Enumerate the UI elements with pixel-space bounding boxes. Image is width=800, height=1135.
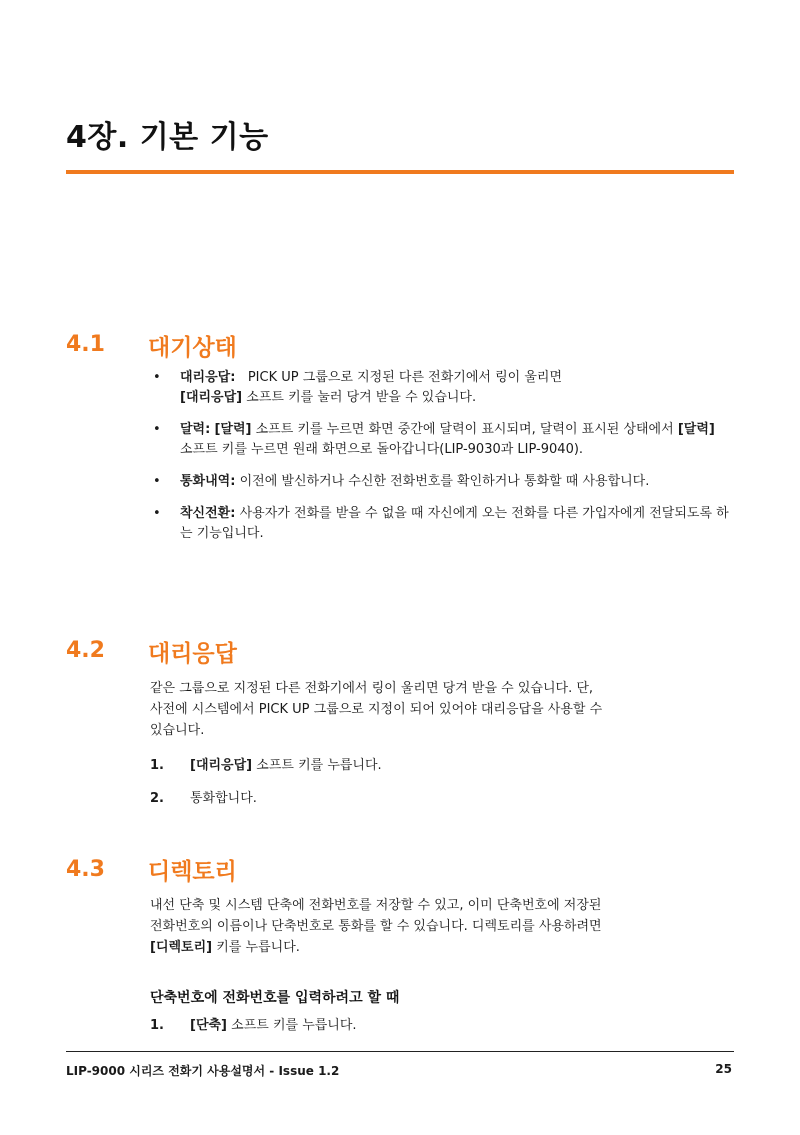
bullet-text: 소프트 키를 누르면 화면 중간에 달력이 표시되며, 달력이 표시된 상태에서 xyxy=(255,422,674,437)
bullet-icon: • xyxy=(153,370,161,385)
paragraph-line xyxy=(150,937,735,958)
list-item xyxy=(150,472,730,492)
page-number: 25 xyxy=(715,1062,732,1076)
step-item xyxy=(150,756,730,776)
standby-feature-list xyxy=(150,368,730,556)
soft-key-label: [단축] xyxy=(190,1018,227,1033)
subheading: 단축번호에 전화번호를 입력하려고 할 때 xyxy=(150,990,400,1006)
section-4-1-title: 대기상태 xyxy=(148,335,237,361)
paragraph-line: 같은 그룹으로 지정된 다른 전화기에서 링이 울리면 당겨 받을 수 있습니다. 단, xyxy=(150,681,594,696)
chapter-title: 4장. 기본 기능 xyxy=(66,120,269,155)
bullet-icon: • xyxy=(153,422,161,437)
step-text: 소프트 키를 누릅니다. xyxy=(256,758,382,773)
bullet-term: 대리응답: xyxy=(180,370,236,385)
bullet-term: 착신전환: xyxy=(180,506,236,521)
step-number: 1. xyxy=(150,1018,164,1033)
soft-key-label: [달력] xyxy=(214,422,252,437)
footer-text: LIP-9000 시리즈 전화기 사용설명서 - Issue 1.2 xyxy=(66,1064,340,1078)
section-4-3-number: 4.3 xyxy=(66,857,105,882)
step-number: 1. xyxy=(150,758,164,773)
bullet-text: 소프트 키를 누르면 원래 화면으로 돌아갑니다(LIP-9030과 LIP-9040). xyxy=(180,442,584,457)
bullet-text: 이전에 발신하거나 수신한 전화번호를 확인하거나 통화할 때 사용합니다. xyxy=(239,474,650,489)
step-number: 2. xyxy=(150,791,164,806)
chapter-divider xyxy=(66,170,734,174)
section-4-1-number: 4.1 xyxy=(66,332,105,357)
list-item xyxy=(150,504,730,544)
section-4-3-paragraph xyxy=(150,895,735,958)
bullet-text: PICK UP 그룹으로 지정된 다른 전화기에서 링이 울리면 xyxy=(247,370,563,385)
paragraph-line: 내선 단축 및 시스템 단축에 전화번호를 저장할 수 있고, 이미 단축번호에 저장된 xyxy=(150,898,602,913)
section-4-3-title: 디렉토리 xyxy=(148,859,237,885)
soft-key-label: [대리응답] xyxy=(180,390,243,405)
step-text: 통화합니다. xyxy=(190,791,257,806)
bullet-icon: • xyxy=(153,474,161,489)
paragraph-line: 있습니다. xyxy=(150,723,205,738)
soft-key-label: [대리응답] xyxy=(190,758,253,773)
bullet-icon: • xyxy=(153,506,161,521)
section-4-2-title: 대리응답 xyxy=(148,641,237,667)
footer-divider xyxy=(66,1051,734,1052)
bullet-term: 달력: xyxy=(180,422,211,437)
bullet-term: 통화내역: xyxy=(180,474,236,489)
soft-key-label: [디렉토리] xyxy=(150,940,213,955)
step-item xyxy=(150,789,730,809)
soft-key-label: [달력] xyxy=(677,422,715,437)
section-4-2-number: 4.2 xyxy=(66,638,105,663)
bullet-text: 사용자가 전화를 받을 수 없을 때 자신에게 오는 전화를 다른 가입자에게 전달되도록 하는 기능입니다. xyxy=(180,506,729,541)
footer-document-title xyxy=(66,1062,339,1079)
list-item xyxy=(150,420,730,460)
paragraph-text: 키를 누릅니다. xyxy=(216,940,300,955)
step-item xyxy=(150,1016,730,1036)
paragraph-line: 사전에 시스템에서 PICK UP 그룹으로 지정이 되어 있어야 대리응답을 사용할 수 xyxy=(150,702,603,717)
list-item xyxy=(150,368,730,408)
section-4-2-paragraph xyxy=(150,678,735,741)
bullet-text: 소프트 키를 눌러 당겨 받을 수 있습니다. xyxy=(246,390,477,405)
step-text: 소프트 키를 누릅니다. xyxy=(231,1018,357,1033)
paragraph-line: 전화번호의 이름이나 단축번호로 통화를 할 수 있습니다. 디렉토리를 사용하려면 xyxy=(150,919,602,934)
